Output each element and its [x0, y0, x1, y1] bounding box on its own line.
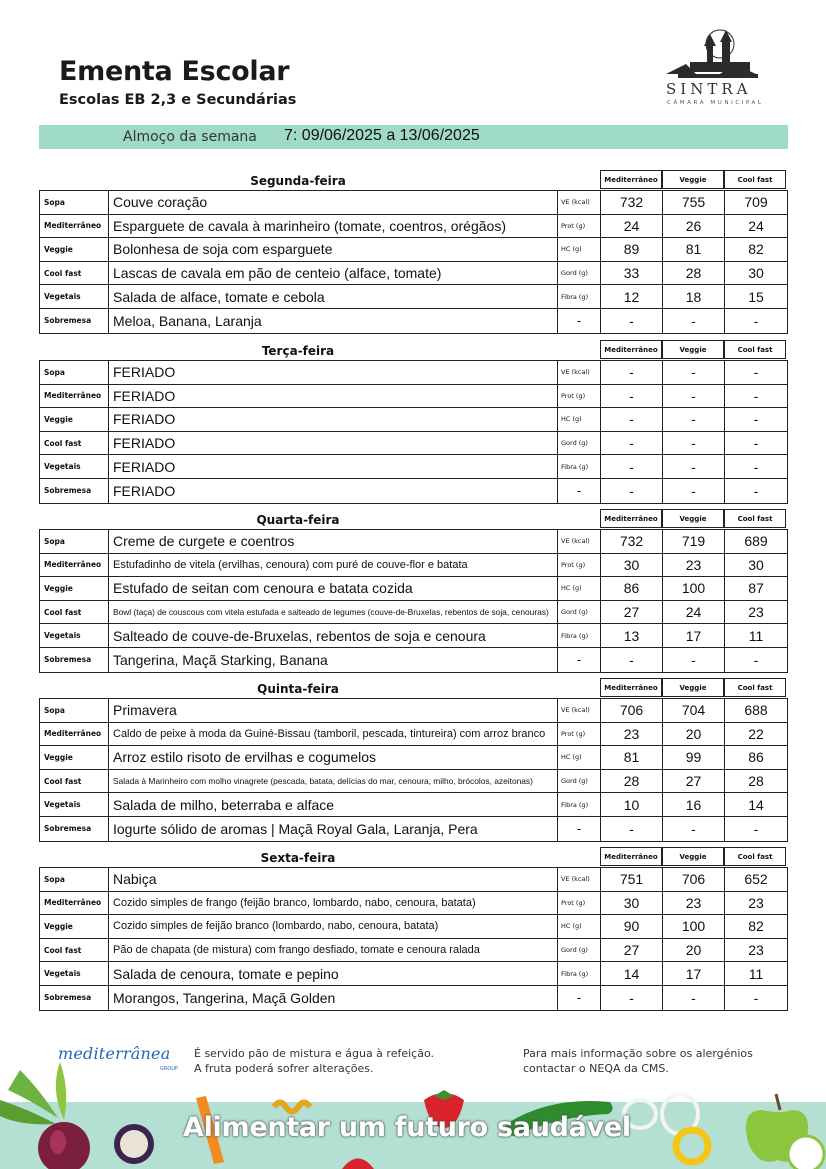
dish-name: Pão de chapata (de mistura) com frango desfiado, tomate e cenoura ralada — [109, 939, 558, 962]
nutrient-label: Fibra (g) — [558, 285, 601, 308]
mediterranea-logo-sub: GROUP — [160, 1066, 178, 1072]
dish-name: Cozido simples de frango (feijão branco, lombardo, nabo, cenoura, batata) — [109, 892, 558, 915]
value-cool-fast: 87 — [748, 580, 764, 597]
value-mediterraneo: 12 — [601, 285, 663, 308]
nutrient-label: Prot (g) — [558, 554, 601, 577]
week-range: 7: 09/06/2025 a 13/06/2025 — [284, 127, 480, 144]
day-section-segunda-feira — [39, 170, 788, 334]
nutrient-label: Gord (g) — [558, 262, 601, 285]
value-cool-fast: 652 — [744, 871, 768, 888]
day-section-terca-feira — [39, 340, 788, 504]
nutrient-label: HC (g) — [558, 238, 601, 261]
value-veggie: - — [663, 432, 725, 455]
footer-info-line-2: contactar o NEQA da CMS. — [523, 1062, 669, 1075]
dish-name: Meloa, Banana, Laranja — [109, 309, 558, 333]
page-subtitle: Escolas EB 2,3 e Secundárias — [59, 92, 297, 108]
nutrient-label: Prot (g) — [558, 723, 601, 746]
column-header-cool-fast: Cool fast — [724, 847, 786, 866]
value-veggie: - — [663, 309, 725, 333]
nutrient-label: HC (g) — [558, 746, 601, 769]
nutrient-label: HC (g) — [558, 915, 601, 938]
table-row — [40, 191, 787, 215]
menu-table — [39, 698, 788, 842]
table-row — [40, 455, 787, 479]
dish-name: Estufadinho de vitela (ervilhas, cenoura) com puré de couve-flor e batata — [109, 554, 558, 577]
menu-table — [39, 360, 788, 504]
value-cool-fast: 28 — [748, 773, 764, 790]
nutrient-label: - — [558, 479, 601, 503]
nutrient-label: Fibra (g) — [558, 455, 601, 478]
column-header-mediterraneo: Mediterrâneo — [600, 340, 662, 359]
dish-name: Salteado de couve-de-Bruxelas, rebentos de soja e cenoura — [109, 624, 558, 647]
dish-name: FERIADO — [109, 385, 558, 408]
value-veggie: 27 — [663, 770, 725, 793]
row-category: Veggie — [40, 577, 109, 600]
logo-text: SINTRA — [666, 80, 752, 98]
dish-name: FERIADO — [109, 408, 558, 431]
table-row — [40, 601, 787, 625]
column-header-veggie: Veggie — [662, 678, 724, 697]
eggplant-slice-icon — [112, 1118, 156, 1169]
value-cool-fast: - — [753, 458, 759, 475]
value-veggie: 24 — [663, 601, 725, 624]
table-row — [40, 939, 787, 963]
column-header-mediterraneo: Mediterrâneo — [600, 847, 662, 866]
value-veggie: 99 — [663, 746, 725, 769]
value-mediterraneo: - — [601, 309, 663, 333]
day-title: Sexta-feira — [260, 851, 336, 865]
value-veggie: 755 — [663, 191, 725, 214]
value-mediterraneo: 27 — [601, 939, 663, 962]
table-row — [40, 577, 787, 601]
value-mediterraneo: - — [601, 361, 663, 384]
day-title: Terça-feira — [261, 344, 335, 358]
dish-name: Salada à Marinheiro com molho vinagrete (pescada, batata, delícias do mar, cenoura, milho, brócolos, azeitonas) — [109, 770, 558, 793]
table-row — [40, 285, 787, 309]
value-veggie: 704 — [663, 699, 725, 722]
value-veggie: - — [663, 479, 725, 503]
value-cool-fast: 24 — [748, 217, 764, 234]
table-row — [40, 408, 787, 432]
nutrient-label: Gord (g) — [558, 939, 601, 962]
value-mediterraneo: 751 — [601, 868, 663, 891]
nutrient-label: VE (kcal) — [558, 530, 601, 553]
row-category: Mediterrâneo — [40, 892, 109, 915]
nutrient-label: Gord (g) — [558, 601, 601, 624]
nutrient-label: Fibra (g) — [558, 624, 601, 647]
value-mediterraneo: 23 — [601, 723, 663, 746]
nutrient-label: VE (kcal) — [558, 868, 601, 891]
nutrient-label: Prot (g) — [558, 385, 601, 408]
column-header-cool-fast: Cool fast — [724, 340, 786, 359]
dish-name: FERIADO — [109, 361, 558, 384]
row-category: Vegetais — [40, 624, 109, 647]
day-title: Quinta-feira — [257, 682, 339, 696]
value-veggie: 23 — [663, 554, 725, 577]
value-mediterraneo: 30 — [601, 554, 663, 577]
dish-name: Salada de alface, tomate e cebola — [109, 285, 558, 308]
row-category: Vegetais — [40, 285, 109, 308]
value-cool-fast: 82 — [748, 918, 764, 935]
dish-name: FERIADO — [109, 455, 558, 478]
footer-info-line-1: Para mais informação sobre os alergénios — [523, 1047, 753, 1060]
row-category: Sobremesa — [40, 309, 109, 333]
dish-name: Bowl (taça) de couscous com vitela estufada e salteado de legumes (couve-de-Bruxelas, rebentos de soja, cenouras) — [109, 601, 558, 624]
value-veggie: - — [663, 648, 725, 672]
value-mediterraneo: 90 — [601, 915, 663, 938]
table-row — [40, 892, 787, 916]
dish-name: Nabiça — [109, 868, 558, 891]
row-category: Sobremesa — [40, 817, 109, 841]
value-mediterraneo: - — [601, 986, 663, 1010]
table-row — [40, 624, 787, 648]
value-mediterraneo: 27 — [601, 601, 663, 624]
value-cool-fast: 30 — [748, 556, 764, 573]
value-veggie: 81 — [663, 238, 725, 261]
row-category: Sobremesa — [40, 986, 109, 1010]
value-cool-fast: - — [753, 411, 759, 428]
strawberry-bottom-icon — [338, 1152, 378, 1169]
value-mediterraneo: 24 — [601, 215, 663, 238]
value-mediterraneo: 732 — [601, 191, 663, 214]
value-veggie: - — [663, 986, 725, 1010]
menu-table — [39, 190, 788, 334]
mediterranea-logo: mediterrânea — [58, 1044, 171, 1063]
table-row — [40, 262, 787, 286]
row-category: Veggie — [40, 408, 109, 431]
row-category: Cool fast — [40, 262, 109, 285]
table-row — [40, 770, 787, 794]
value-cool-fast: 14 — [748, 796, 764, 813]
column-header-mediterraneo: Mediterrâneo — [600, 509, 662, 528]
page-title: Ementa Escolar — [59, 56, 290, 87]
table-row — [40, 817, 787, 841]
value-cool-fast: 11 — [748, 627, 764, 644]
value-cool-fast: 23 — [748, 894, 764, 911]
footer-note-bread: É servido pão de mistura e água à refeição. — [194, 1047, 434, 1060]
value-veggie: - — [663, 385, 725, 408]
dish-name: FERIADO — [109, 479, 558, 503]
value-cool-fast: 82 — [748, 241, 764, 258]
value-mediterraneo: 86 — [601, 577, 663, 600]
dish-name: Caldo de peixe à moda da Guiné-Bissau (tamboril, pescada, tintureira) com arroz branco — [109, 723, 558, 746]
table-row — [40, 530, 787, 554]
nutrient-label: VE (kcal) — [558, 191, 601, 214]
value-cool-fast: 23 — [748, 604, 764, 621]
row-category: Mediterrâneo — [40, 385, 109, 408]
table-row — [40, 361, 787, 385]
logo-subtext: CÂMARA MUNICIPAL — [667, 100, 764, 106]
column-header-cool-fast: Cool fast — [724, 170, 786, 189]
dish-name: Arroz estilo risoto de ervilhas e cogumelos — [109, 746, 558, 769]
row-category: Sopa — [40, 868, 109, 891]
row-category: Veggie — [40, 915, 109, 938]
value-cool-fast: 688 — [744, 702, 768, 719]
table-row — [40, 385, 787, 409]
table-row — [40, 699, 787, 723]
nutrient-label: Fibra (g) — [558, 793, 601, 816]
value-veggie: 20 — [663, 939, 725, 962]
value-mediterraneo: 81 — [601, 746, 663, 769]
day-section-quinta-feira — [39, 678, 788, 842]
value-veggie: 23 — [663, 892, 725, 915]
value-cool-fast: - — [753, 364, 759, 381]
day-section-quarta-feira — [39, 509, 788, 673]
value-cool-fast: - — [753, 435, 759, 452]
value-mediterraneo: 14 — [601, 962, 663, 985]
value-mediterraneo: 732 — [601, 530, 663, 553]
row-category: Cool fast — [40, 601, 109, 624]
value-veggie: 16 — [663, 793, 725, 816]
value-mediterraneo: - — [601, 408, 663, 431]
table-row — [40, 479, 787, 503]
table-row — [40, 309, 787, 333]
column-header-veggie: Veggie — [662, 340, 724, 359]
week-bar — [39, 125, 788, 149]
dish-name: Primavera — [109, 699, 558, 722]
value-mediterraneo: 30 — [601, 892, 663, 915]
table-row — [40, 723, 787, 747]
nutrient-label: Prot (g) — [558, 215, 601, 238]
nutrient-label: HC (g) — [558, 577, 601, 600]
row-category: Vegetais — [40, 962, 109, 985]
value-mediterraneo: 33 — [601, 262, 663, 285]
dish-name: Iogurte sólido de aromas | Maçã Royal Gala, Laranja, Pera — [109, 817, 558, 841]
menu-table — [39, 529, 788, 673]
value-veggie: - — [663, 361, 725, 384]
nutrient-label: VE (kcal) — [558, 699, 601, 722]
nutrient-label: HC (g) — [558, 408, 601, 431]
row-category: Vegetais — [40, 455, 109, 478]
value-mediterraneo: - — [601, 385, 663, 408]
nutrient-label: Fibra (g) — [558, 962, 601, 985]
dish-name: Salada de milho, beterraba e alface — [109, 793, 558, 816]
value-cool-fast: - — [753, 482, 759, 499]
beetroot-icon — [0, 1060, 130, 1169]
day-section-sexta-feira — [39, 847, 788, 1011]
column-header-mediterraneo: Mediterrâneo — [600, 170, 662, 189]
onion-rings-icon — [654, 1088, 714, 1169]
nutrient-label: - — [558, 309, 601, 333]
nutrient-label: - — [558, 986, 601, 1010]
row-category: Mediterrâneo — [40, 723, 109, 746]
value-veggie: 100 — [663, 577, 725, 600]
table-row — [40, 746, 787, 770]
value-veggie: - — [663, 817, 725, 841]
row-category: Cool fast — [40, 432, 109, 455]
row-category: Sopa — [40, 530, 109, 553]
row-category: Sopa — [40, 361, 109, 384]
value-veggie: 719 — [663, 530, 725, 553]
value-mediterraneo: - — [601, 817, 663, 841]
value-veggie: 17 — [663, 962, 725, 985]
column-header-cool-fast: Cool fast — [724, 509, 786, 528]
column-header-cool-fast: Cool fast — [724, 678, 786, 697]
dish-name: Estufado de seitan com cenoura e batata cozida — [109, 577, 558, 600]
apple-icon — [740, 1090, 826, 1169]
dish-name: Couve coração — [109, 191, 558, 214]
table-row — [40, 432, 787, 456]
value-cool-fast: 11 — [748, 965, 764, 982]
table-row — [40, 915, 787, 939]
value-veggie: - — [663, 455, 725, 478]
day-title: Segunda-feira — [250, 174, 346, 188]
value-veggie: - — [663, 408, 725, 431]
value-veggie: 20 — [663, 723, 725, 746]
value-cool-fast: - — [753, 651, 759, 668]
footer-notes — [194, 1046, 434, 1076]
column-header-mediterraneo: Mediterrâneo — [600, 678, 662, 697]
table-row — [40, 793, 787, 817]
value-cool-fast: 709 — [744, 194, 768, 211]
value-mediterraneo: 89 — [601, 238, 663, 261]
value-mediterraneo: 28 — [601, 770, 663, 793]
footer-note-fruit: A fruta poderá sofrer alterações. — [194, 1062, 374, 1075]
row-category: Mediterrâneo — [40, 215, 109, 238]
value-cool-fast: 22 — [748, 725, 764, 742]
value-veggie: 26 — [663, 215, 725, 238]
table-row — [40, 868, 787, 892]
table-row — [40, 962, 787, 986]
nutrient-label: Gord (g) — [558, 432, 601, 455]
value-veggie: 28 — [663, 262, 725, 285]
dish-name: Cozido simples de feijão branco (lombardo, nabo, cenoura, batata) — [109, 915, 558, 938]
value-cool-fast: - — [753, 820, 759, 837]
row-category: Sopa — [40, 191, 109, 214]
value-veggie: 100 — [663, 915, 725, 938]
column-header-veggie: Veggie — [662, 847, 724, 866]
dish-name: Morangos, Tangerina, Maçã Golden — [109, 986, 558, 1010]
value-mediterraneo: - — [601, 648, 663, 672]
value-mediterraneo: 13 — [601, 624, 663, 647]
nutrient-label: Gord (g) — [558, 770, 601, 793]
nutrient-label: Prot (g) — [558, 892, 601, 915]
row-category: Vegetais — [40, 793, 109, 816]
value-mediterraneo: - — [601, 432, 663, 455]
value-cool-fast: 689 — [744, 533, 768, 550]
value-cool-fast: - — [753, 989, 759, 1006]
footer-allergen-info — [523, 1046, 753, 1076]
dish-name: Tangerina, Maçã Starking, Banana — [109, 648, 558, 672]
row-category: Cool fast — [40, 770, 109, 793]
table-row — [40, 986, 787, 1010]
table-row — [40, 215, 787, 239]
value-veggie: 706 — [663, 868, 725, 891]
value-veggie: 18 — [663, 285, 725, 308]
value-cool-fast: - — [753, 312, 759, 329]
value-mediterraneo: - — [601, 455, 663, 478]
value-cool-fast: - — [753, 387, 759, 404]
dish-name: Bolonhesa de soja com esparguete — [109, 238, 558, 261]
value-cool-fast: 86 — [748, 749, 764, 766]
value-cool-fast: 15 — [748, 288, 764, 305]
day-title: Quarta-feira — [256, 513, 340, 527]
dish-name: Salada de cenoura, tomate e pepino — [109, 962, 558, 985]
week-label: Almoço da semana — [123, 129, 257, 145]
dish-name: FERIADO — [109, 432, 558, 455]
value-veggie: 17 — [663, 624, 725, 647]
value-mediterraneo: 10 — [601, 793, 663, 816]
dish-name: Esparguete de cavala à marinheiro (tomate, coentros, orégãos) — [109, 215, 558, 238]
column-header-veggie: Veggie — [662, 170, 724, 189]
table-row — [40, 554, 787, 578]
value-cool-fast: 23 — [748, 942, 764, 959]
nutrient-label: VE (kcal) — [558, 361, 601, 384]
row-category: Sopa — [40, 699, 109, 722]
column-header-veggie: Veggie — [662, 509, 724, 528]
row-category: Veggie — [40, 238, 109, 261]
nutrient-label: - — [558, 817, 601, 841]
value-mediterraneo: - — [601, 479, 663, 503]
row-category: Veggie — [40, 746, 109, 769]
row-category: Cool fast — [40, 939, 109, 962]
table-row — [40, 648, 787, 672]
value-mediterraneo: 706 — [601, 699, 663, 722]
value-cool-fast: 30 — [748, 265, 764, 282]
dish-name: Creme de curgete e coentros — [109, 530, 558, 553]
row-category: Sobremesa — [40, 479, 109, 503]
row-category: Sobremesa — [40, 648, 109, 672]
row-category: Mediterrâneo — [40, 554, 109, 577]
dish-name: Lascas de cavala em pão de centeio (alface, tomate) — [109, 262, 558, 285]
menu-table — [39, 867, 788, 1011]
nutrient-label: - — [558, 648, 601, 672]
footer-slogan: Alimentar um futuro saudável — [183, 1112, 631, 1143]
table-row — [40, 238, 787, 262]
